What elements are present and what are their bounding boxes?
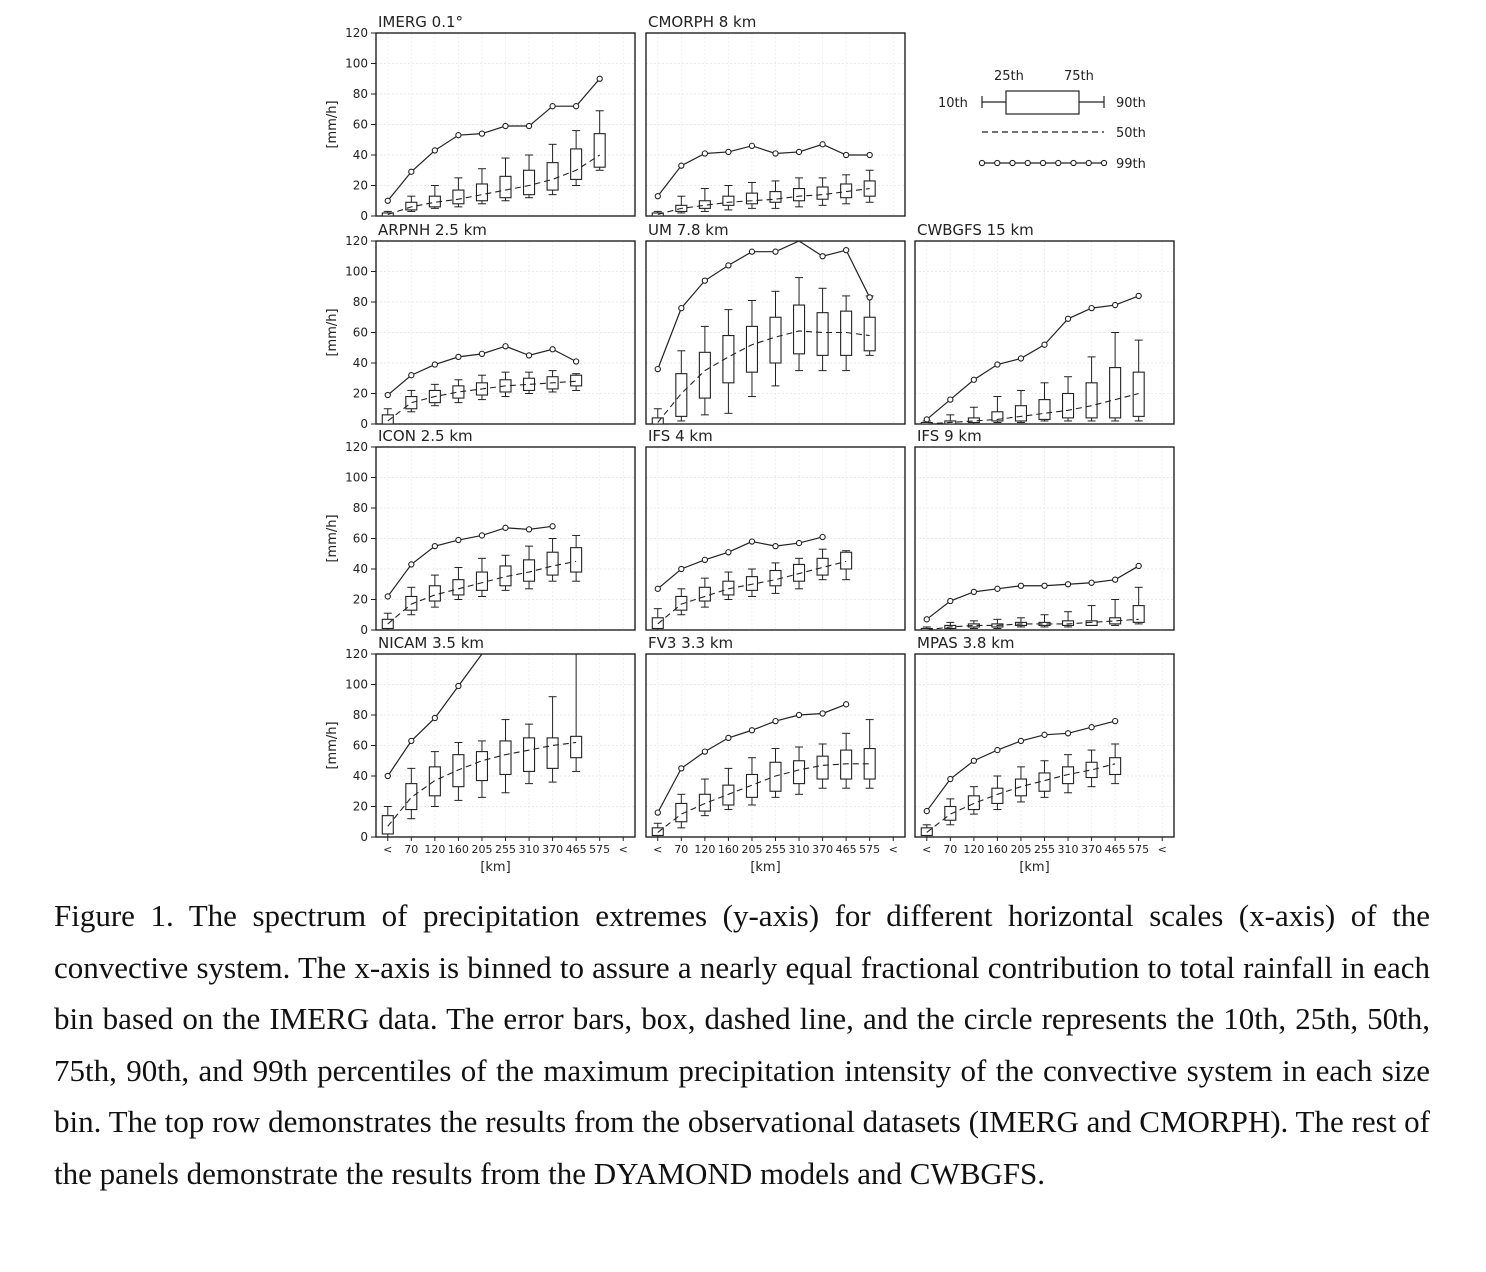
p99-marker <box>1136 293 1141 298</box>
plot-area <box>652 142 875 216</box>
box <box>746 326 757 372</box>
x-tick-label: < <box>1157 843 1167 856</box>
p99-marker <box>456 537 461 542</box>
p99-marker <box>1042 342 1047 347</box>
x-tick-label: 70 <box>943 843 958 856</box>
p99-marker <box>773 544 778 549</box>
box <box>571 375 582 386</box>
p99-marker <box>1042 583 1047 588</box>
p99-marker <box>526 527 531 532</box>
legend-99th-marker <box>979 160 984 165</box>
legend-99th-marker <box>1040 160 1045 165</box>
p99-marker <box>550 524 555 529</box>
y-tick-label: 40 <box>352 562 368 576</box>
y-tick-label: 120 <box>345 26 368 40</box>
p99-marker <box>1089 725 1094 730</box>
p99-marker <box>385 594 390 599</box>
box <box>699 587 710 601</box>
x-tick-label: < <box>653 843 663 856</box>
box <box>699 352 710 398</box>
x-tick-label: 370 <box>812 843 834 856</box>
panel-title: IMERG 0.1° <box>378 13 464 31</box>
x-tick-label: 370 <box>542 843 564 856</box>
p99-marker <box>679 306 684 311</box>
p99-marker <box>749 728 754 733</box>
median-line <box>658 189 870 215</box>
x-tick-label: 465 <box>835 843 857 856</box>
p99-marker <box>1089 580 1094 585</box>
y-tick-label: 20 <box>352 592 368 607</box>
box <box>453 190 464 204</box>
box <box>817 187 828 199</box>
p99-marker <box>702 557 707 562</box>
panel-title: MPAS 3.8 km <box>917 634 1015 652</box>
p99-marker <box>867 295 872 300</box>
y-tick-label: 60 <box>352 531 368 546</box>
panel-cmorph <box>646 13 905 216</box>
figure-caption: Figure 1. The spectrum of precipitation extremes (y-axis) for different horizontal scales (x-axis) of the convective system. The x-axis is binned to assure a nearly equal fractional contribution to total rainfall in each bin based on the IMERG data. The error bars, box, dashed line, and the circle represents the 10th, 25th, 50th, 75th, 90th, and 99th percentiles of the maximum precipitation intensity of the convective system in each size bin. The top row demonstrates the results from the observational datasets (IMERG and CMORPH). The rest of the panels demonstrate the results from the DYAMOND models and CWBGFS. <box>54 898 1430 1191</box>
p99-marker <box>971 758 976 763</box>
p99-marker <box>844 248 849 253</box>
y-tick-label: 0 <box>360 417 368 431</box>
box <box>524 738 535 772</box>
legend-99th-marker <box>1086 160 1091 165</box>
median-line <box>658 764 870 833</box>
p99-marker <box>432 544 437 549</box>
y-tick-label: 60 <box>352 738 368 753</box>
panel-title: UM 7.8 km <box>648 221 729 239</box>
box <box>406 784 417 810</box>
x-tick-label: 70 <box>674 843 689 856</box>
panel-title: NICAM 3.5 km <box>378 634 485 652</box>
legend-99th-marker <box>995 160 1000 165</box>
y-tick-label: 120 <box>345 440 368 454</box>
p99-marker <box>948 397 953 402</box>
x-tick-label: 205 <box>1010 843 1032 856</box>
p99-marker <box>796 712 801 717</box>
p99-marker <box>773 719 778 724</box>
p99-marker <box>597 76 602 81</box>
p99-line <box>658 241 870 369</box>
box <box>406 202 417 210</box>
y-tick-label: 40 <box>352 356 368 370</box>
p99-marker <box>1018 356 1023 361</box>
p99-marker <box>409 373 414 378</box>
p99-line <box>658 144 870 196</box>
p99-marker <box>796 540 801 545</box>
panel-ifs <box>646 427 905 630</box>
p99-marker <box>503 344 508 349</box>
p99-marker <box>1089 306 1094 311</box>
y-tick-label: 80 <box>352 295 368 309</box>
x-axis-label: [km] <box>480 860 511 875</box>
box <box>429 767 440 796</box>
p99-marker <box>574 359 579 364</box>
p99-marker <box>550 347 555 352</box>
p99-marker <box>479 533 484 538</box>
p99-marker <box>550 104 555 109</box>
box <box>770 317 781 363</box>
y-axis-label: [mm/h] <box>325 721 340 770</box>
p99-marker <box>409 738 414 743</box>
legend-label-25th: 25th <box>994 69 1024 84</box>
panel-ifs <box>915 427 1174 630</box>
y-tick-label: 100 <box>345 470 368 485</box>
y-tick-label: 120 <box>345 647 368 661</box>
box <box>676 374 687 417</box>
y-tick-label: 0 <box>360 209 368 223</box>
p99-marker <box>479 351 484 356</box>
box <box>547 163 558 190</box>
x-tick-label: 255 <box>765 843 786 856</box>
x-tick-label: 70 <box>404 843 419 856</box>
plot-area <box>921 563 1144 630</box>
x-tick-label: 575 <box>859 843 881 856</box>
y-tick-label: 80 <box>352 501 368 515</box>
x-tick-label: 160 <box>717 843 739 856</box>
y-tick-label: 60 <box>352 117 368 132</box>
p99-marker <box>702 749 707 754</box>
y-axis-label: [mm/h] <box>325 514 340 563</box>
y-axis-label: [mm/h] <box>325 308 340 357</box>
p99-marker <box>844 702 849 707</box>
p99-line <box>388 79 600 201</box>
box <box>524 560 535 581</box>
p99-marker <box>749 539 754 544</box>
p99-marker <box>432 362 437 367</box>
panel-title: ARPNH 2.5 km <box>378 221 487 239</box>
p99-marker <box>655 367 660 372</box>
p99-marker <box>749 249 754 254</box>
p99-marker <box>924 417 929 422</box>
p99-marker <box>409 562 414 567</box>
box <box>1086 762 1097 777</box>
p99-marker <box>503 525 508 530</box>
p99-marker <box>479 131 484 136</box>
x-tick-label: < <box>618 843 628 856</box>
x-tick-label: 310 <box>1057 843 1079 856</box>
x-tick-label: 120 <box>424 843 446 856</box>
x-tick-label: < <box>383 843 393 856</box>
x-tick-label: 205 <box>471 843 493 856</box>
box <box>841 750 852 779</box>
box <box>406 596 417 610</box>
box <box>571 736 582 757</box>
legend-label-10th: 10th <box>938 96 968 111</box>
median-line <box>927 394 1139 425</box>
box <box>594 134 605 168</box>
box <box>945 807 956 821</box>
p99-marker <box>702 151 707 156</box>
box <box>794 761 805 784</box>
box <box>571 548 582 572</box>
p99-marker <box>726 263 731 268</box>
p99-marker <box>820 142 825 147</box>
box <box>723 196 734 205</box>
panel-title: CMORPH 8 km <box>648 13 757 31</box>
y-tick-label: 100 <box>345 677 368 692</box>
p99-marker <box>456 133 461 138</box>
p99-marker <box>385 392 390 397</box>
panel-um <box>646 221 905 424</box>
p99-marker <box>726 735 731 740</box>
box <box>547 738 558 769</box>
p99-marker <box>1136 563 1141 568</box>
p99-line <box>927 296 1139 420</box>
y-tick-label: 100 <box>345 56 368 71</box>
x-tick-label: 310 <box>788 843 810 856</box>
box <box>864 317 875 351</box>
p99-marker <box>924 808 929 813</box>
p99-marker <box>971 377 976 382</box>
plot-area <box>382 344 581 424</box>
x-tick-label: < <box>888 843 898 856</box>
box <box>382 816 393 834</box>
plot-area <box>921 293 1144 424</box>
box <box>841 552 852 569</box>
panel-title: IFS 9 km <box>917 427 982 445</box>
box <box>406 397 417 409</box>
x-tick-label: 575 <box>589 843 611 856</box>
p99-marker <box>773 249 778 254</box>
p99-marker <box>655 586 660 591</box>
p99-marker <box>1113 302 1118 307</box>
y-tick-label: 120 <box>345 234 368 248</box>
box <box>1015 406 1026 421</box>
box <box>1110 758 1121 775</box>
box <box>547 552 558 575</box>
box <box>817 756 828 779</box>
legend-label-90th: 90th <box>1116 96 1146 111</box>
p99-marker <box>432 148 437 153</box>
box <box>1086 383 1097 418</box>
box <box>699 794 710 811</box>
p99-marker <box>679 566 684 571</box>
p99-marker <box>995 586 1000 591</box>
box <box>968 796 979 810</box>
box <box>1063 394 1074 418</box>
legend-label-50th: 50th <box>1116 126 1146 141</box>
median-line <box>658 331 870 423</box>
p99-marker <box>820 534 825 539</box>
panel-title: CWBGFS 15 km <box>917 221 1034 239</box>
legend-99th-marker <box>1071 160 1076 165</box>
box <box>1110 368 1121 418</box>
p99-marker <box>726 550 731 555</box>
box <box>794 189 805 201</box>
y-tick-label: 20 <box>352 799 368 814</box>
x-tick-label: 255 <box>1034 843 1055 856</box>
panel-imerg <box>325 13 635 223</box>
x-tick-label: 120 <box>963 843 985 856</box>
y-tick-label: 0 <box>360 830 368 844</box>
p99-marker <box>1065 582 1070 587</box>
p99-marker <box>773 151 778 156</box>
p99-marker <box>655 194 660 199</box>
box <box>500 741 511 775</box>
p99-marker <box>1113 719 1118 724</box>
legend <box>938 69 1146 172</box>
y-tick-label: 20 <box>352 386 368 401</box>
p99-marker <box>574 104 579 109</box>
panel-title: ICON 2.5 km <box>378 427 473 445</box>
panel-arpnh <box>325 221 635 431</box>
p99-marker <box>820 254 825 259</box>
box <box>770 762 781 791</box>
legend-99th-marker <box>1056 160 1061 165</box>
box <box>746 774 757 797</box>
x-tick-label: 120 <box>694 843 716 856</box>
p99-marker <box>526 123 531 128</box>
p99-marker <box>409 169 414 174</box>
p99-marker <box>702 278 707 283</box>
box <box>817 313 828 356</box>
x-axis-label: [km] <box>750 860 781 875</box>
panel-fv3 <box>646 634 905 875</box>
p99-marker <box>796 149 801 154</box>
box <box>794 305 805 354</box>
box <box>571 149 582 180</box>
plot-area <box>382 76 605 216</box>
p99-marker <box>1065 731 1070 736</box>
legend-99th-marker <box>1025 160 1030 165</box>
p99-marker <box>1113 577 1118 582</box>
box <box>476 752 487 781</box>
legend-box <box>1006 91 1079 114</box>
panel-nicam <box>325 634 635 875</box>
legend-99th-marker <box>1101 160 1106 165</box>
legend-label-75th: 75th <box>1064 69 1094 84</box>
box <box>476 572 487 590</box>
p99-marker <box>385 198 390 203</box>
p99-marker <box>1018 583 1023 588</box>
p99-marker <box>867 152 872 157</box>
y-tick-label: 40 <box>352 148 368 162</box>
y-tick-label: 40 <box>352 769 368 783</box>
p99-marker <box>971 589 976 594</box>
box <box>723 785 734 805</box>
p99-marker <box>995 747 1000 752</box>
y-tick-label: 20 <box>352 178 368 193</box>
x-tick-label: 575 <box>1128 843 1150 856</box>
box <box>794 564 805 581</box>
y-tick-label: 0 <box>360 623 368 637</box>
y-tick-label: 100 <box>345 264 368 279</box>
p99-marker <box>820 711 825 716</box>
box <box>652 618 663 629</box>
x-tick-label: 310 <box>518 843 540 856</box>
p99-marker <box>503 123 508 128</box>
box <box>476 184 487 201</box>
box <box>652 418 663 424</box>
box <box>382 415 393 424</box>
p99-line <box>927 566 1139 619</box>
box <box>1039 400 1050 420</box>
x-tick-label: 205 <box>741 843 763 856</box>
box <box>453 755 464 787</box>
panel-cwbgfs <box>915 221 1174 424</box>
p99-marker <box>385 773 390 778</box>
box <box>746 193 757 204</box>
p99-marker <box>1018 738 1023 743</box>
p99-marker <box>844 152 849 157</box>
p99-marker <box>432 715 437 720</box>
box <box>746 577 757 591</box>
x-tick-label: 160 <box>986 843 1008 856</box>
panel-icon <box>325 427 635 637</box>
p99-marker <box>749 143 754 148</box>
p99-marker <box>679 766 684 771</box>
x-tick-label: < <box>922 843 932 856</box>
x-tick-label: 255 <box>495 843 516 856</box>
p99-marker <box>655 810 660 815</box>
plot-area <box>652 702 875 837</box>
x-axis-label: [km] <box>1019 860 1050 875</box>
p99-marker <box>456 683 461 688</box>
box <box>524 170 535 194</box>
p99-marker <box>456 354 461 359</box>
p99-marker <box>526 353 531 358</box>
panel-mpas <box>915 634 1174 875</box>
p99-marker <box>726 149 731 154</box>
p99-marker <box>948 776 953 781</box>
panel-title: FV3 3.3 km <box>648 634 734 652</box>
p99-marker <box>995 362 1000 367</box>
y-tick-label: 80 <box>352 708 368 722</box>
p99-marker <box>679 163 684 168</box>
y-axis-label: [mm/h] <box>325 100 340 149</box>
y-tick-label: 80 <box>352 87 368 101</box>
p99-marker <box>1065 316 1070 321</box>
legend-label-99th: 99th <box>1116 157 1146 172</box>
x-tick-label: 465 <box>1104 843 1126 856</box>
x-tick-label: 370 <box>1081 843 1103 856</box>
median-line <box>927 619 1139 630</box>
y-tick-label: 60 <box>352 325 368 340</box>
legend-99th-marker <box>1010 160 1015 165</box>
p99-marker <box>924 617 929 622</box>
box <box>770 192 781 203</box>
box <box>992 788 1003 803</box>
x-tick-label: 160 <box>447 843 469 856</box>
panel-title: IFS 4 km <box>648 427 713 445</box>
box <box>500 176 511 197</box>
p99-marker <box>948 598 953 603</box>
x-tick-label: 465 <box>565 843 587 856</box>
p99-marker <box>1042 732 1047 737</box>
